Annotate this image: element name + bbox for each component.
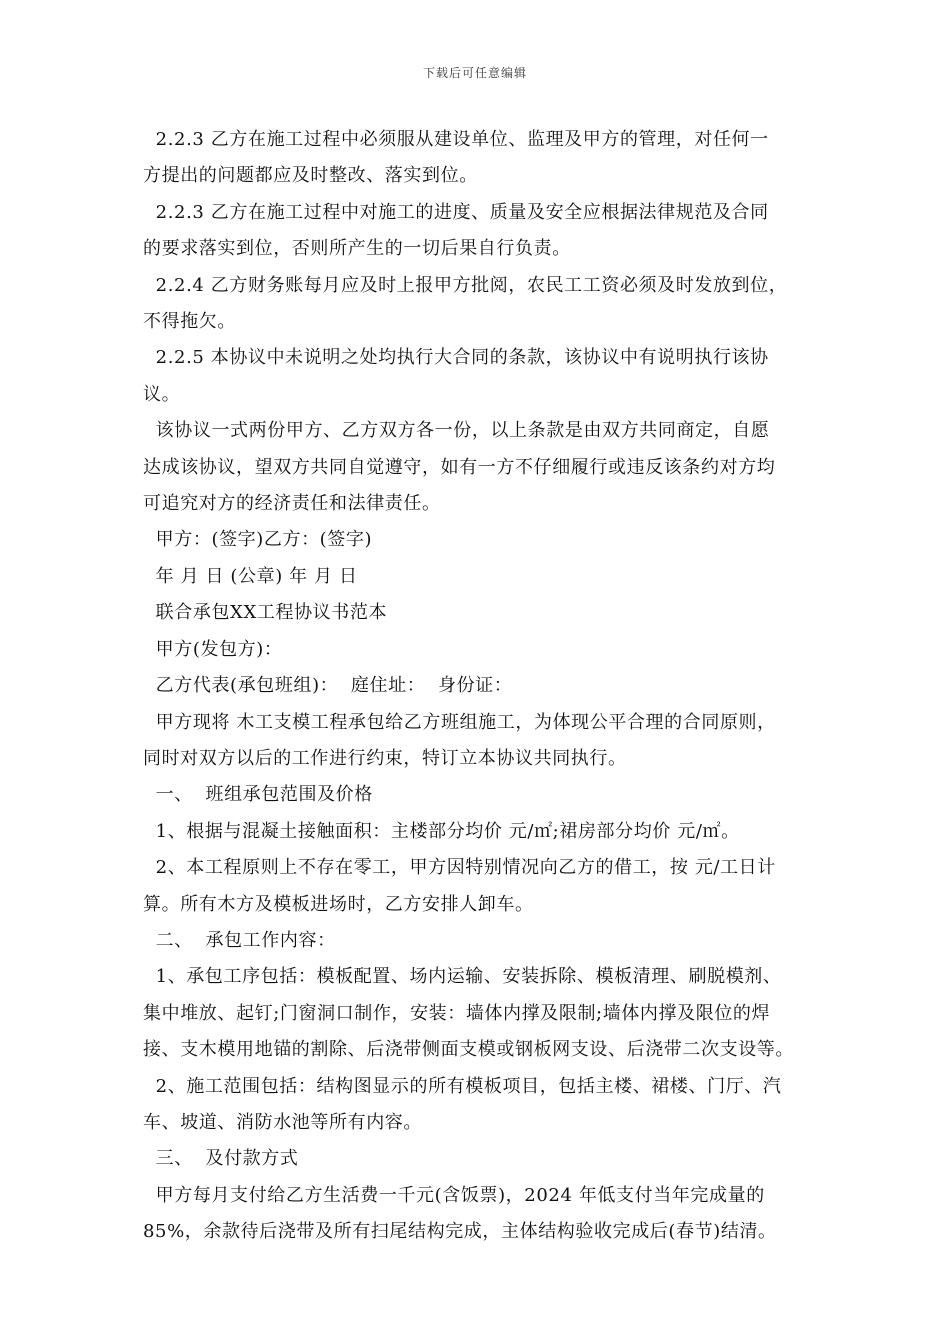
page-header: 下载后可任意编辑: [422, 66, 527, 80]
paragraph-line: 方提出的问题都应及时整改、落实到位。: [143, 165, 478, 187]
section-heading: 三、 及付款方式: [143, 1148, 299, 1170]
party-b-line: 乙方代表(承包班组)： 庭住址： 身份证：: [143, 675, 513, 697]
party-a-line: 甲方(发包方)：: [143, 638, 283, 660]
paragraph-line: 该协议一式两份甲方、乙方双方各一份，以上条款是由双方共同商定，自愿: [143, 420, 770, 442]
paragraph-line: 同时对双方以后的工作进行约束，特订立本协议共同执行。: [143, 747, 627, 769]
paragraph-line: 议。: [143, 383, 181, 405]
paragraph-line: 集中堆放、起钉;门窗洞口制作，安装：墙体内撑及限制;墙体内撑及限位的焊: [143, 1002, 771, 1024]
paragraph-line: 1、根据与混凝土接触面积：主楼部分均价 元/㎡;裙房部分均价 元/㎡。: [143, 820, 740, 842]
paragraph-line: 2、本工程原则上不存在零工，甲方因特别情况向乙方的借工，按 元/工日计: [143, 857, 776, 879]
paragraph-line: 2.2.3 乙方在施工过程中对施工的进度、质量及安全应根据法律规范及合同: [143, 201, 769, 223]
document-body: [143, 122, 823, 1251]
paragraph-line: 不得拖欠。: [143, 311, 236, 333]
paragraph-line: 达成该协议，望双方共同自觉遵守，如有一方不仔细履行或违反该条约对方均: [143, 456, 776, 478]
paragraph-line: 2.2.3 乙方在施工过程中必须服从建设单位、监理及甲方的管理，对任何一: [143, 129, 769, 150]
paragraph-line: 2.2.5 本协议中未说明之处均执行大合同的条款，该协议中有说明执行该协: [143, 347, 769, 369]
paragraph-line: 甲方每月支付给乙方生活费一千元(含饭票)，2024 年低支付当年完成量的: [143, 1184, 765, 1206]
paragraph-line: 1、承包工序包括：模板配置、场内运输、安装拆除、模板清理、刷脱模剂、: [143, 966, 782, 988]
paragraph-line: 算。所有木方及模板进场时，乙方安排人卸车。: [143, 893, 534, 915]
paragraph-line: 可追究对方的经济责任和法律责任。: [143, 493, 441, 515]
section-heading: 二、 承包工作内容：: [143, 929, 336, 951]
paragraph-line: 接、支木模用地锚的割除、后浇带侧面支模或钢板网支设、后浇带二次支设等。: [143, 1039, 794, 1061]
paragraph-line: 85%，余款待后浇带及所有扫尾结构完成，主体结构验收完成后(春节)结清。: [143, 1221, 777, 1243]
paragraph-line: 2.2.4 乙方财务账每月应及时上报甲方批阅，农民工工资必须及时发放到位，: [143, 274, 788, 296]
date-line: 年 月 日 (公章) 年 月 日: [143, 565, 358, 587]
signature-line: 甲方：(签字)乙方：(签字): [143, 529, 373, 551]
section-heading: 一、 班组承包范围及价格: [143, 784, 373, 806]
paragraph-line: 的要求落实到位，否则所产生的一切后果自行负责。: [143, 238, 571, 260]
paragraph-line: 车、坡道、消防水池等所有内容。: [143, 1111, 422, 1133]
paragraph-line: 2、施工范围包括：结构图显示的所有模板项目，包括主楼、裙楼、门厅、汽: [143, 1075, 782, 1097]
paragraph-line: 甲方现将 木工支模工程承包给乙方班组施工，为体现公平合理的合同原则，: [143, 711, 776, 733]
document-title: 联合承包XX工程协议书范本: [143, 602, 388, 624]
